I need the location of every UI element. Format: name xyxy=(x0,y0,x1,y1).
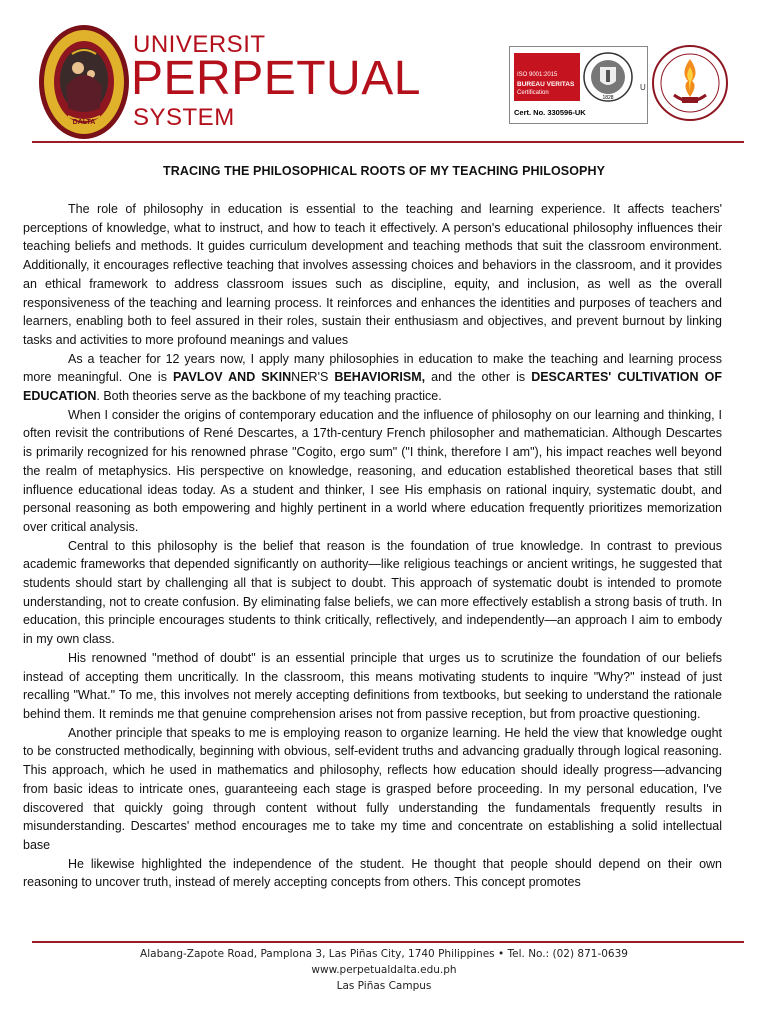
paragraph-2-text-a: As a teacher for 12 years now, I apply many philosophies in education to make the teaching and learning process more meaningful. One is xyxy=(23,351,722,385)
brand-line-top: UNIVERSIT xyxy=(133,31,266,58)
iso-certification-block xyxy=(514,53,580,101)
document-body xyxy=(23,200,722,892)
seal-bottom-text: DALTA xyxy=(72,119,96,126)
paragraph-7: He likewise highlighted the independence of the student. He thought that people should depend on their own reasoning to uncover truth, instead of merely accepting concepts from others. This concept promotes xyxy=(23,856,722,890)
paragraph-1: The role of philosophy in education is essential to the teaching and learning experience. It affects teachers' perceptions of knowledge, what to instruct, and how to teach it effectively. A person's educational philosophy influences their teaching beliefs and methods. It guides curriculum development and teaching methods that suit the classroom environment. Additionally, it encourages reflective teaching that involves assessing choices and behaviors in the classroom, and it provides an ethical framework to address classroom issues such as discipline, equity, and inclusion, as well as the overall responsiveness of the teaching and learning process. It reinforces and enhances the identities and purposes of teachers and learners, enabling both to feel assured in their roles, sustain their enthusiasm and objectives, and prevent burnout by linking tasks and activities to more profound meanings and values xyxy=(23,202,722,347)
paragraph-2-bold-behaviorism: BEHAVIORISM, xyxy=(334,370,426,385)
footer-website-link[interactable]: www.perpetualdalta.edu.ph xyxy=(311,964,457,976)
paragraph-3: When I consider the origins of contemporary education and the influence of philosophy on our learning and thinking, I often revisit the contributions of René Descartes, a 17th-century French philosopher and mathematician. Although Descartes is primarily recognized for his renowned phrase "Cogito, ergo sum" ("I think, therefore I am"), his impact reaches well beyond the realm of metaphysics. His perspective on knowledge, reasoning, and education established theoretical bases that still influence educational ideas today. As a student and thinker, I see His emphasis on rational inquiry, systematic doubt, and personal reasoning as both empowering and highly pertinent in a world where education frequently prioritizes memorization over critical analysis. xyxy=(23,407,722,534)
header-divider xyxy=(32,141,744,143)
certification-badge xyxy=(509,46,648,124)
certification-label: Certification xyxy=(517,90,549,96)
paragraph-4: Central to this philosophy is the belief that reason is the foundation of true knowledge. In contrast to previous academic frameworks that depended significantly on authority—like religious teachings or ancient writings, he suggested that students should start by challenging all that is subject to doubt. This approach of systematic doubt is intended to promote understanding, not to create confusion. By eliminating false beliefs, we can more effectively establish a strong basis of truth. In education, this principle encourages students to think critically, reflectively, and independently—an approach I aim to embody in my own class. xyxy=(23,538,722,647)
document-title: TRACING THE PHILOSOPHICAL ROOTS OF MY TEACHING PHILOSOPHY xyxy=(162,164,606,178)
letterhead xyxy=(0,0,768,150)
footer-campus: Las Piñas Campus xyxy=(336,980,432,992)
certification-strip-letter: U xyxy=(640,83,646,92)
paragraph-2-bold-descartes: DESCARTES' CULTIVATION OF EDUCATION xyxy=(23,370,722,404)
bv-year-text: 1828 xyxy=(602,95,614,101)
paragraph-2-bold-pavlov: PAVLOV AND SKIN xyxy=(173,370,292,385)
bureau-veritas-logo-icon xyxy=(580,51,638,103)
footer xyxy=(0,946,768,994)
paragraph-5: His renowned "method of doubt" is an essential principle that urges us to scrutinize the foundation of our beliefs instead of accepting them uncritically. In the classroom, this means motivating students to inquire "Why?" instead of just recalling "What." To me, this involves not merely accepting definitions from textbooks, but seeking to understand the rationale behind them. It reminds me that genuine comprehension arises not from passive reception, but from proactive questioning. xyxy=(23,650,722,721)
graduate-school-logo-icon xyxy=(652,45,728,121)
iso-standard-text: ISO 9001:2015 xyxy=(517,72,558,78)
footer-divider xyxy=(32,941,744,943)
bureau-veritas-text: BUREAU VERITAS xyxy=(517,81,575,88)
footer-address: Alabang-Zapote Road, Pamplona 3, Las Piñas City, 1740 Philippines • Tel. No.: (02) 871-0639 xyxy=(140,948,628,960)
certificate-number: Cert. No. 330596-UK xyxy=(514,108,586,117)
paragraph-2-text-b: NER'S xyxy=(291,370,335,385)
paragraph-2 xyxy=(23,350,722,406)
paragraph-2-text-c: and the other is xyxy=(425,370,532,385)
brand-line-sub: SYSTEM xyxy=(133,104,235,131)
paragraph-2-text-d: . Both theories serve as the backbone of my teaching practice. xyxy=(96,389,442,404)
brand-line-main: PERPETUAL xyxy=(131,52,421,105)
university-seal-icon xyxy=(38,24,130,140)
paragraph-6: Another principle that speaks to me is employing reason to organize learning. He held the view that knowledge ought to be constructed methodically, beginning with obvious, self-evident truths and advancing gradually through logical reasoning. This approach, which he used in mathematics and philosophy, reflects how education should ideally progress—advancing from basic ideas to intricate ones, guaranteeing each stage is grasped before proceeding. In my personal education, I've discovered that quickly going through content without fully understanding the fundamentals frequently results in misunderstanding. Descartes' method encourages me to take my time and concentrate on establishing a solid intellectual base xyxy=(23,725,722,852)
